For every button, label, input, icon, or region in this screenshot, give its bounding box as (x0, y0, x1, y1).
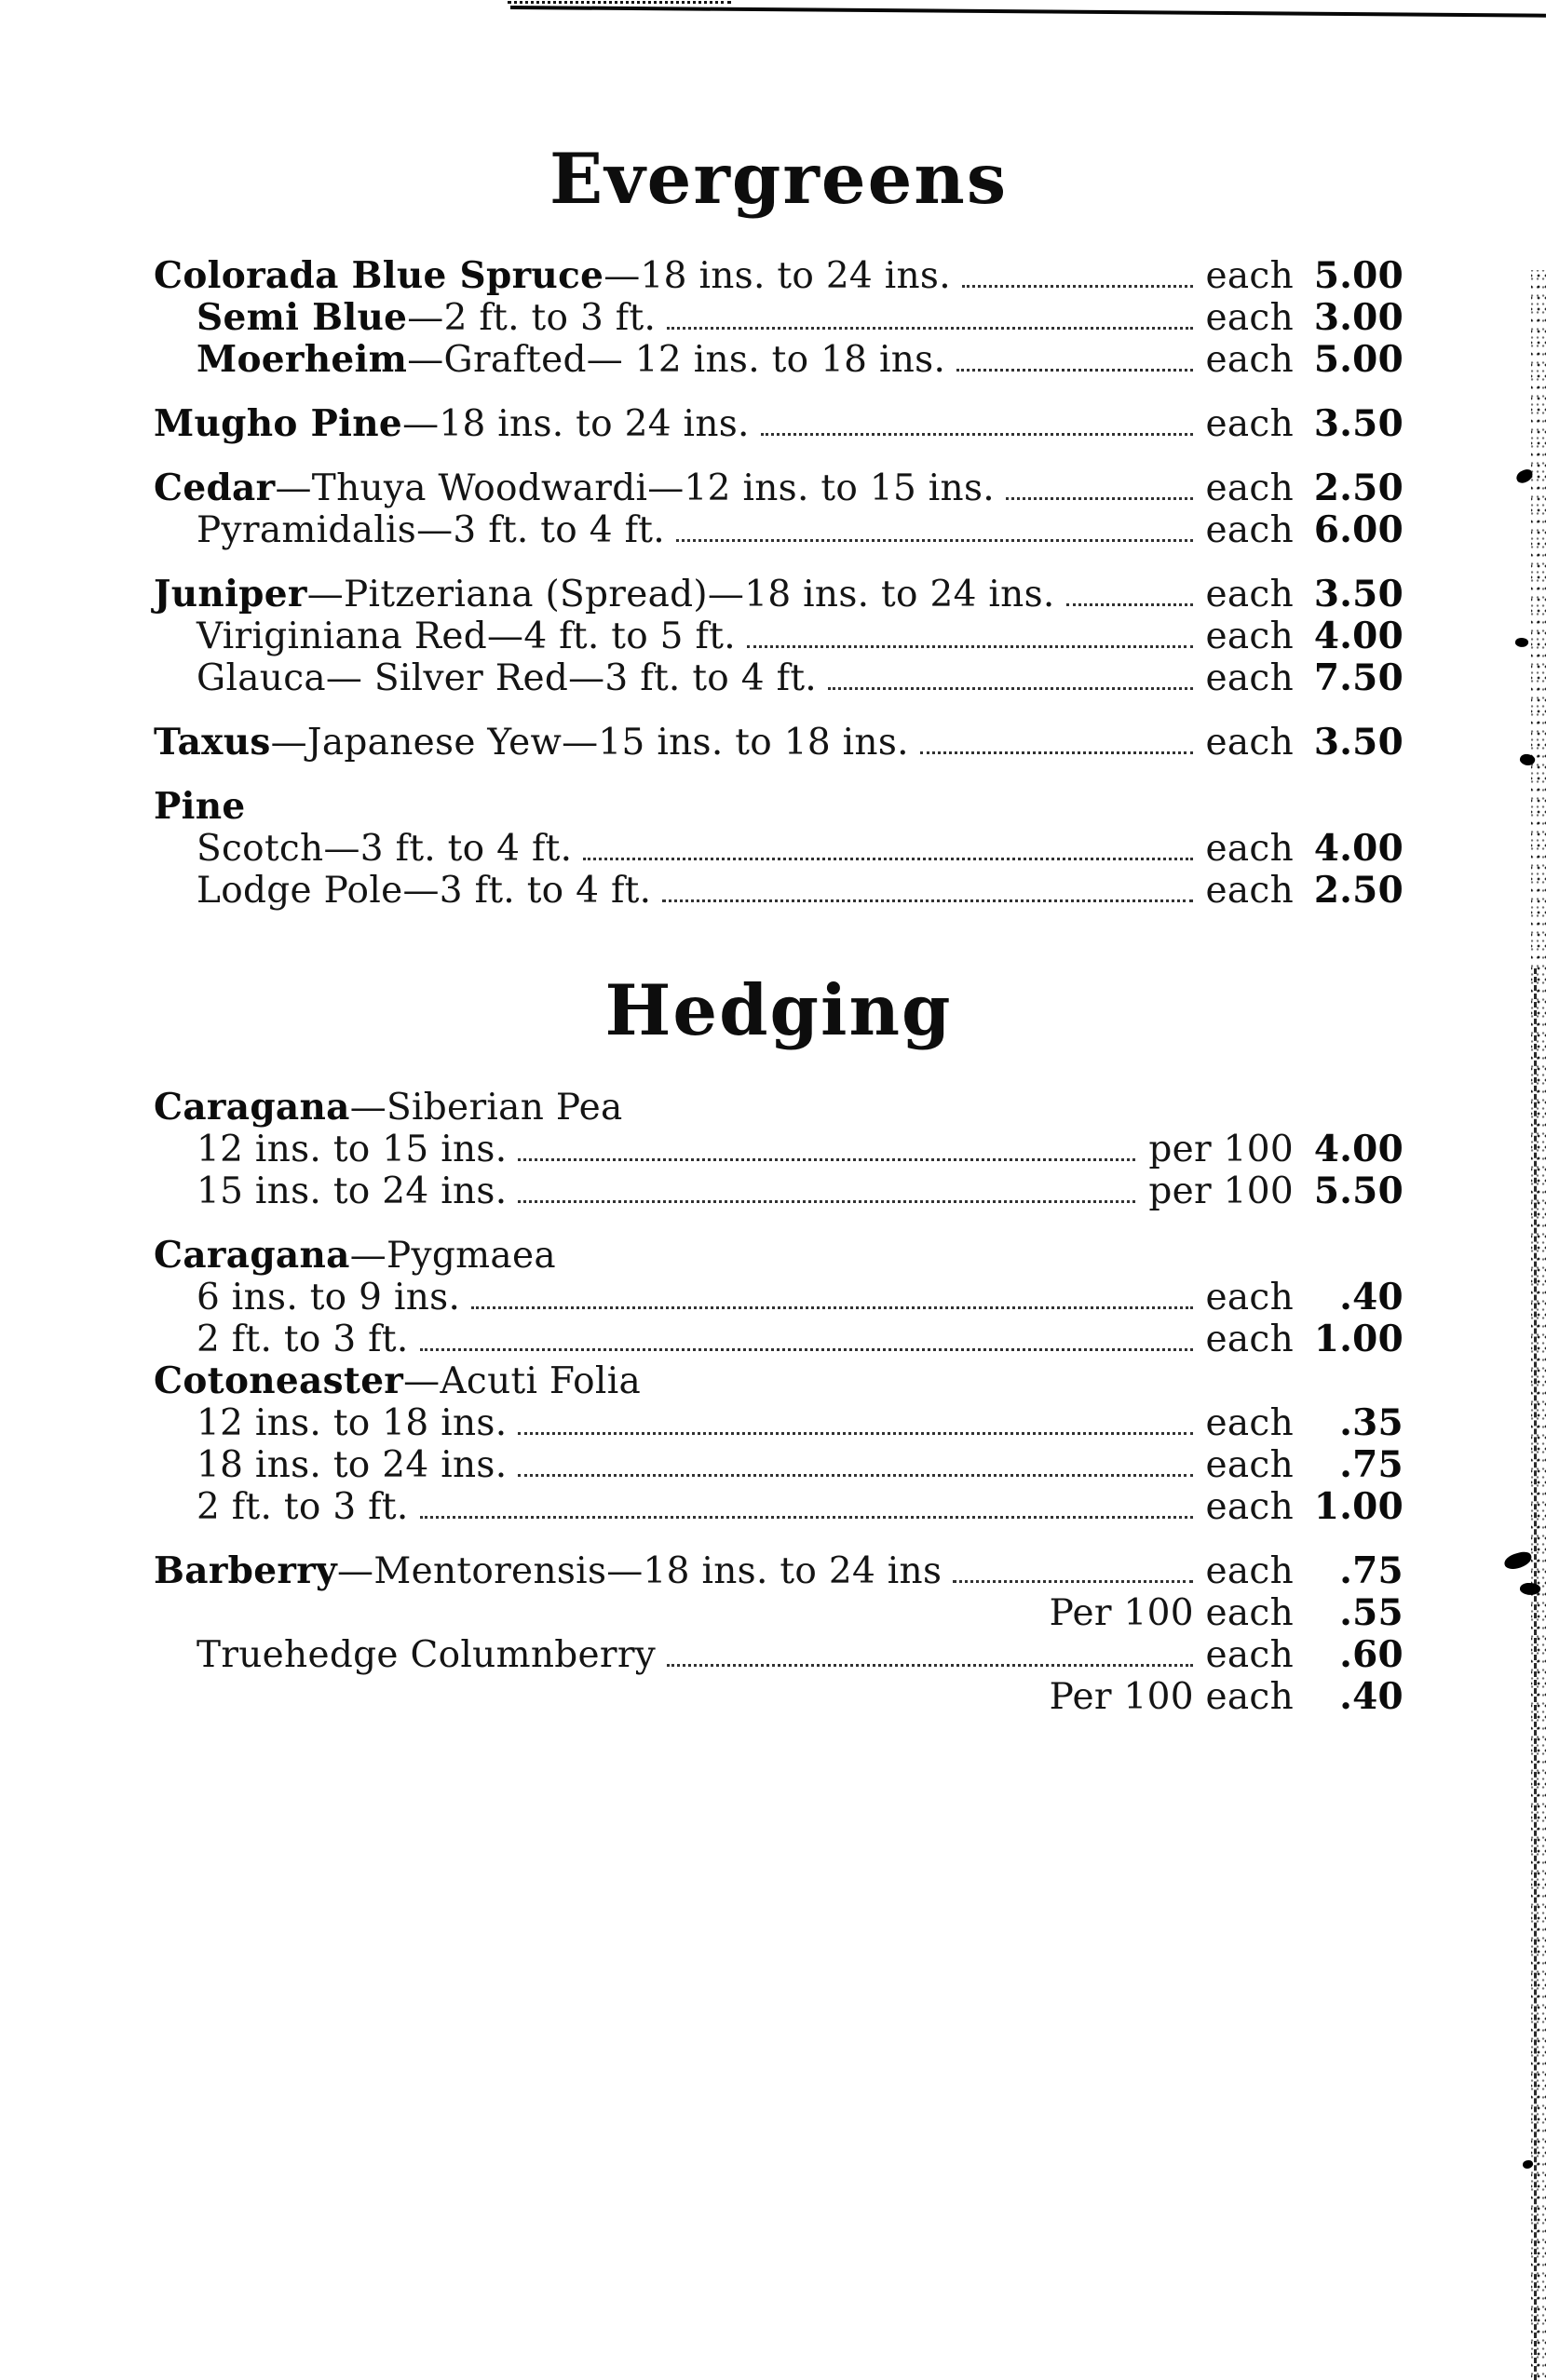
dot-leader (518, 1474, 1192, 1477)
hedging-price-list (154, 1087, 1404, 1718)
dot-leader (747, 645, 1193, 648)
item-label (197, 1403, 507, 1444)
price-group (154, 574, 1404, 699)
price-row (154, 657, 1404, 699)
price-value: .40 (1339, 1675, 1404, 1718)
unit-label: each (1205, 1486, 1294, 1528)
item-desc: 2 ft. to 3 ft. (197, 1318, 409, 1360)
unit-label: each (1205, 1550, 1294, 1592)
price-group (154, 1235, 1404, 1528)
dot-leader (828, 687, 1193, 690)
item-label (197, 297, 656, 339)
page-content (154, 138, 1404, 1718)
dot-leader (420, 1516, 1193, 1519)
item-desc: 6 ins. to 9 ins. (197, 1277, 461, 1318)
unit-label: each (1205, 870, 1294, 912)
dot-leader (1066, 603, 1193, 606)
item-label (154, 722, 909, 764)
price-value: 2.50 (1313, 869, 1404, 912)
item-label (197, 871, 651, 912)
item-label (154, 574, 1055, 615)
dot-leader (518, 1200, 1135, 1203)
price-row (154, 1235, 1404, 1277)
dot-leader (583, 858, 1192, 860)
dot-leader (420, 1348, 1193, 1351)
unit-label: each (1205, 1402, 1294, 1444)
price-row (154, 1277, 1404, 1318)
unit-label: each (1205, 255, 1294, 297)
item-label (197, 1319, 409, 1360)
evergreens-price-list (154, 255, 1404, 912)
dot-leader (920, 751, 1193, 754)
price-value: 1.00 (1313, 1318, 1404, 1360)
item-label (154, 467, 995, 509)
unit-label: each (1205, 509, 1294, 551)
price-row (154, 255, 1404, 297)
dot-leader (962, 285, 1193, 288)
price-value: 3.50 (1313, 721, 1404, 764)
price-value: 6.00 (1313, 508, 1404, 551)
item-desc: —Mentorensis—18 ins. to 24 ins (337, 1550, 943, 1592)
unit-label: each (1205, 297, 1294, 339)
price-value: .55 (1339, 1591, 1404, 1634)
item-label (197, 339, 945, 381)
item-label (197, 1635, 656, 1676)
price-row (154, 1360, 1404, 1402)
item-desc: —Grafted— 12 ins. to 18 ins. (407, 339, 946, 381)
unit-label: Per 100 each (1049, 1676, 1294, 1718)
item-name: Taxus (154, 721, 271, 764)
item-desc: Viriginiana Red—4 ft. to 5 ft. (197, 615, 736, 657)
price-row (154, 339, 1404, 381)
item-label (197, 1171, 507, 1212)
price-row (154, 870, 1404, 912)
top-rule-fragment (508, 1, 731, 4)
price-value: 3.50 (1313, 402, 1404, 445)
item-name: Juniper (154, 573, 307, 615)
unit-label: each (1205, 1277, 1294, 1318)
price-group (154, 467, 1404, 551)
item-label (154, 403, 750, 445)
price-value: 7.50 (1313, 656, 1404, 699)
item-label (197, 1278, 460, 1318)
price-row (154, 1486, 1404, 1528)
item-label (154, 1360, 641, 1402)
item-desc: —Thuya Woodwardi—12 ins. to 15 ins. (275, 467, 995, 509)
item-label (197, 1129, 507, 1170)
price-group (154, 403, 1404, 445)
binding-edge-line (1534, 968, 1537, 2380)
unit-label: each (1205, 574, 1294, 615)
price-value: 4.00 (1313, 615, 1404, 657)
price-row (154, 1318, 1404, 1360)
top-rule (510, 6, 1546, 18)
price-group (154, 255, 1404, 381)
item-desc: 2 ft. to 3 ft. (197, 1486, 409, 1528)
price-value: .35 (1339, 1401, 1404, 1444)
dot-leader (956, 369, 1192, 372)
price-row (154, 1592, 1404, 1634)
price-group (154, 1087, 1404, 1212)
price-value: 4.00 (1313, 827, 1404, 870)
price-value: 5.00 (1313, 254, 1404, 297)
price-group (154, 722, 1404, 764)
price-value: 5.00 (1313, 338, 1404, 381)
price-row (154, 1634, 1404, 1676)
unit-label: each (1205, 1318, 1294, 1360)
price-value: .75 (1339, 1443, 1404, 1486)
unit-label: each (1205, 722, 1294, 764)
dot-leader (761, 433, 1193, 436)
price-value: 2.50 (1313, 467, 1404, 509)
item-desc: —2 ft. to 3 ft. (407, 297, 657, 339)
dot-leader (676, 539, 1193, 542)
price-value: 3.00 (1313, 296, 1404, 339)
unit-label: per 100 (1148, 1170, 1294, 1212)
item-desc: —18 ins. to 24 ins. (402, 403, 750, 445)
unit-label: each (1205, 615, 1294, 657)
price-value: .60 (1339, 1633, 1404, 1676)
item-name: Moerheim (197, 338, 408, 381)
item-name: Caragana (154, 1086, 350, 1129)
item-name: Barberry (154, 1549, 338, 1592)
item-name: Colorada Blue Spruce (154, 254, 604, 297)
item-desc: —18 ins. to 24 ins. (603, 255, 951, 297)
price-row (154, 615, 1404, 657)
item-label (197, 1487, 409, 1528)
price-row (154, 1087, 1404, 1129)
item-name: Cedar (154, 467, 276, 509)
item-label (197, 510, 665, 551)
price-row (154, 509, 1404, 551)
unit-label: each (1205, 1634, 1294, 1676)
item-desc: 12 ins. to 15 ins. (197, 1129, 508, 1170)
item-label (197, 1445, 507, 1486)
unit-label: per 100 (1148, 1129, 1294, 1170)
unit-label: each (1205, 467, 1294, 509)
price-group (154, 1550, 1404, 1718)
item-desc: Scotch—3 ft. to 4 ft. (197, 828, 573, 870)
item-name: Cotoneaster (154, 1359, 404, 1402)
unit-label: each (1205, 403, 1294, 445)
price-group (154, 786, 1404, 912)
item-desc: —Siberian Pea (349, 1087, 623, 1129)
item-label (197, 616, 736, 657)
price-row (154, 1402, 1404, 1444)
section-title-evergreens: Evergreens (549, 138, 1009, 220)
price-row (154, 1170, 1404, 1212)
dot-leader (518, 1158, 1135, 1161)
dot-leader (1006, 497, 1193, 500)
price-row (154, 722, 1404, 764)
item-label (154, 255, 951, 297)
dot-leader (667, 1664, 1192, 1667)
ink-blot (1503, 1550, 1534, 1572)
dot-leader (667, 327, 1192, 330)
item-desc: Pyramidalis—3 ft. to 4 ft. (197, 509, 665, 551)
price-row (154, 1129, 1404, 1170)
item-label (197, 658, 817, 699)
unit-label: each (1205, 828, 1294, 870)
item-label (154, 1550, 942, 1592)
price-row (154, 828, 1404, 870)
price-row (154, 403, 1404, 445)
price-row (154, 467, 1404, 509)
price-row (154, 1444, 1404, 1486)
ink-blot (1514, 637, 1529, 648)
item-name: Semi Blue (197, 296, 408, 339)
price-row (154, 297, 1404, 339)
section-title-hedging: Hedging (604, 969, 953, 1051)
unit-label: each (1205, 1444, 1294, 1486)
item-label (154, 786, 246, 828)
item-desc: Glauca— Silver Red—3 ft. to 4 ft. (197, 657, 817, 699)
price-value: .75 (1339, 1549, 1404, 1592)
dot-leader (662, 899, 1192, 902)
dot-leader (471, 1306, 1192, 1309)
unit-label: Per 100 each (1049, 1592, 1294, 1634)
unit-label: each (1205, 657, 1294, 699)
item-desc: —Acuti Folia (403, 1360, 642, 1402)
item-desc: 18 ins. to 24 ins. (197, 1444, 508, 1486)
price-value: 5.50 (1313, 1170, 1404, 1212)
item-label (154, 1087, 623, 1129)
item-desc: —Japanese Yew—15 ins. to 18 ins. (270, 722, 909, 764)
price-row (154, 1550, 1404, 1592)
item-name: Pine (154, 785, 246, 828)
item-name: Caragana (154, 1234, 350, 1277)
item-desc: —Pygmaea (349, 1235, 556, 1277)
price-row (154, 1676, 1404, 1718)
price-value: .40 (1339, 1276, 1404, 1318)
dot-leader (518, 1432, 1192, 1435)
price-value: 4.00 (1313, 1128, 1404, 1170)
dot-leader (953, 1580, 1192, 1583)
item-label (197, 829, 572, 870)
item-desc: 15 ins. to 24 ins. (197, 1170, 508, 1212)
unit-label: each (1205, 339, 1294, 381)
item-desc: 12 ins. to 18 ins. (197, 1402, 508, 1444)
item-name: Mugho Pine (154, 402, 403, 445)
item-desc: Lodge Pole—3 ft. to 4 ft. (197, 870, 652, 912)
price-value: 3.50 (1313, 573, 1404, 615)
price-row (154, 574, 1404, 615)
price-value: 1.00 (1313, 1485, 1404, 1528)
item-desc: Truehedge Columnberry (197, 1634, 657, 1676)
price-row (154, 786, 1404, 828)
item-label (154, 1235, 556, 1277)
item-desc: —Pitzeriana (Spread)—18 ins. to 24 ins. (306, 574, 1055, 615)
